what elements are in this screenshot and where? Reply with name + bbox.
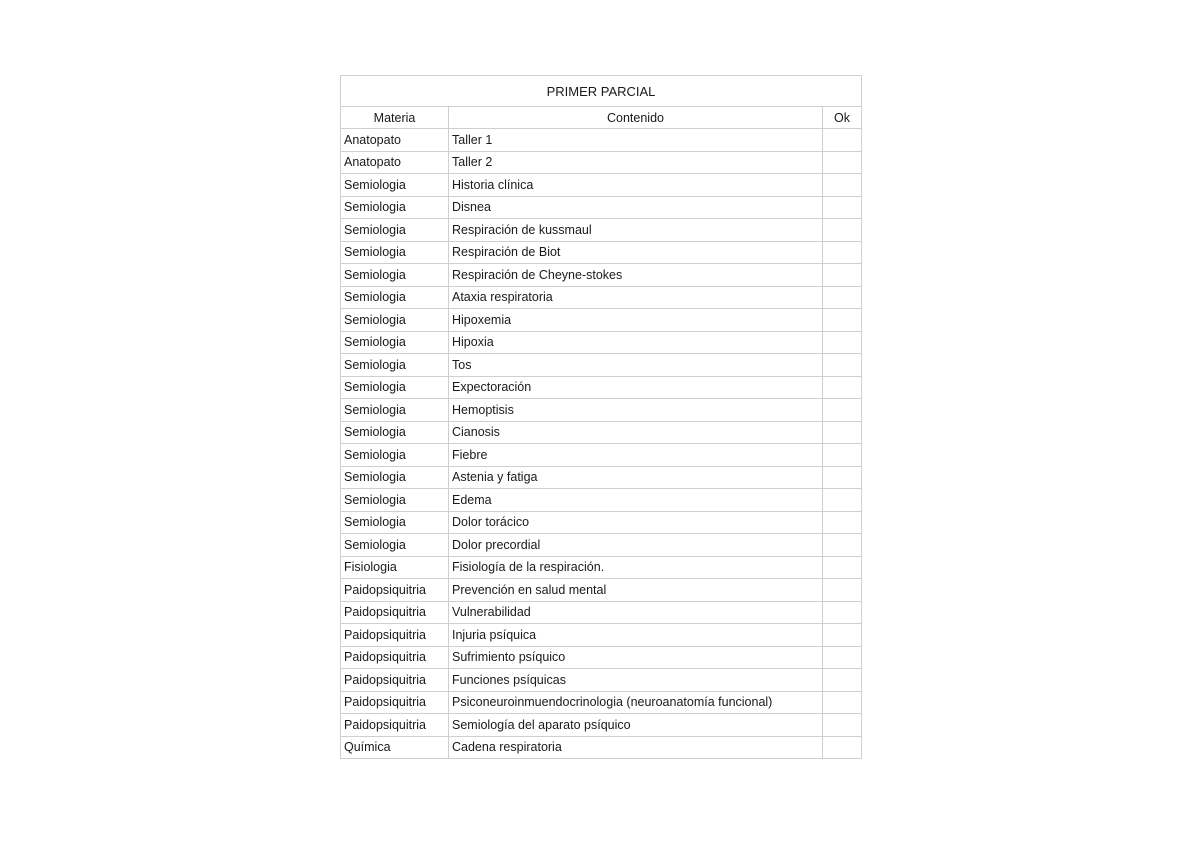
cell-ok[interactable]: [823, 309, 862, 332]
table-row: [341, 241, 862, 264]
spreadsheet-page: [340, 75, 861, 759]
table-row: [341, 264, 862, 287]
cell-ok[interactable]: [823, 556, 862, 579]
cell-ok[interactable]: [823, 421, 862, 444]
column-header-materia: Materia: [341, 107, 449, 129]
cell-ok[interactable]: [823, 624, 862, 647]
cell-ok[interactable]: [823, 174, 862, 197]
column-header-ok: Ok: [823, 107, 862, 129]
table-row: [341, 579, 862, 602]
cell-contenido: Vulnerabilidad: [449, 601, 823, 624]
cell-materia: Semiologia: [341, 354, 449, 377]
cell-contenido: Hipoxia: [449, 331, 823, 354]
cell-ok[interactable]: [823, 601, 862, 624]
table-row: [341, 376, 862, 399]
cell-ok[interactable]: [823, 511, 862, 534]
table-row: [341, 444, 862, 467]
cell-materia: Semiologia: [341, 511, 449, 534]
table-row: [341, 466, 862, 489]
cell-materia: Semiologia: [341, 534, 449, 557]
cell-materia: Paidopsiquitria: [341, 601, 449, 624]
table-row: [341, 309, 862, 332]
cell-contenido: Astenia y fatiga: [449, 466, 823, 489]
cell-materia: Semiologia: [341, 196, 449, 219]
cell-contenido: Sufrimiento psíquico: [449, 646, 823, 669]
cell-contenido: Cianosis: [449, 421, 823, 444]
table-row: [341, 219, 862, 242]
table-row: [341, 399, 862, 422]
table-row: [341, 511, 862, 534]
cell-ok[interactable]: [823, 466, 862, 489]
header-row: [341, 107, 862, 129]
cell-materia: Anatopato: [341, 129, 449, 152]
cell-ok[interactable]: [823, 579, 862, 602]
table-row: [341, 669, 862, 692]
cell-contenido: Fisiología de la respiración.: [449, 556, 823, 579]
cell-materia: Semiologia: [341, 489, 449, 512]
cell-ok[interactable]: [823, 691, 862, 714]
table-row: [341, 736, 862, 759]
cell-contenido: Dolor precordial: [449, 534, 823, 557]
cell-contenido: Hipoxemia: [449, 309, 823, 332]
cell-ok[interactable]: [823, 399, 862, 422]
table-row: [341, 624, 862, 647]
table-row: [341, 646, 862, 669]
cell-contenido: Taller 1: [449, 129, 823, 152]
cell-contenido: Taller 2: [449, 151, 823, 174]
table-row: [341, 129, 862, 152]
cell-ok[interactable]: [823, 646, 862, 669]
cell-contenido: Ataxia respiratoria: [449, 286, 823, 309]
cell-contenido: Historia clínica: [449, 174, 823, 197]
cell-materia: Semiologia: [341, 331, 449, 354]
cell-ok[interactable]: [823, 196, 862, 219]
cell-materia: Semiologia: [341, 219, 449, 242]
cell-materia: Semiologia: [341, 466, 449, 489]
cell-contenido: Cadena respiratoria: [449, 736, 823, 759]
cell-contenido: Dolor torácico: [449, 511, 823, 534]
cell-ok[interactable]: [823, 714, 862, 737]
cell-ok[interactable]: [823, 331, 862, 354]
table-body: [341, 129, 862, 759]
table-row: [341, 556, 862, 579]
table-row: [341, 174, 862, 197]
cell-contenido: Respiración de kussmaul: [449, 219, 823, 242]
table-title: PRIMER PARCIAL: [341, 76, 862, 107]
cell-contenido: Fiebre: [449, 444, 823, 467]
cell-ok[interactable]: [823, 264, 862, 287]
cell-ok[interactable]: [823, 219, 862, 242]
cell-ok[interactable]: [823, 376, 862, 399]
cell-contenido: Expectoración: [449, 376, 823, 399]
cell-materia: Paidopsiquitria: [341, 579, 449, 602]
cell-materia: Semiologia: [341, 309, 449, 332]
table-row: [341, 331, 862, 354]
table-row: [341, 691, 862, 714]
cell-ok[interactable]: [823, 444, 862, 467]
cell-ok[interactable]: [823, 354, 862, 377]
title-row: [341, 76, 862, 107]
cell-materia: Semiologia: [341, 421, 449, 444]
cell-materia: Semiologia: [341, 264, 449, 287]
cell-materia: Semiologia: [341, 286, 449, 309]
cell-ok[interactable]: [823, 669, 862, 692]
cell-materia: Química: [341, 736, 449, 759]
cell-materia: Semiologia: [341, 241, 449, 264]
cell-materia: Semiologia: [341, 444, 449, 467]
cell-materia: Semiologia: [341, 399, 449, 422]
cell-ok[interactable]: [823, 241, 862, 264]
table-row: [341, 534, 862, 557]
table-row: [341, 286, 862, 309]
table-row: [341, 489, 862, 512]
cell-materia: Paidopsiquitria: [341, 624, 449, 647]
table-row: [341, 421, 862, 444]
cell-ok[interactable]: [823, 736, 862, 759]
cell-materia: Semiologia: [341, 174, 449, 197]
cell-ok[interactable]: [823, 286, 862, 309]
cell-materia: Semiologia: [341, 376, 449, 399]
table-row: [341, 354, 862, 377]
column-header-contenido: Contenido: [449, 107, 823, 129]
table-row: [341, 196, 862, 219]
cell-contenido: Tos: [449, 354, 823, 377]
cell-ok[interactable]: [823, 534, 862, 557]
cell-contenido: Prevención en salud mental: [449, 579, 823, 602]
cell-contenido: Respiración de Biot: [449, 241, 823, 264]
cell-contenido: Funciones psíquicas: [449, 669, 823, 692]
cell-contenido: Disnea: [449, 196, 823, 219]
cell-materia: Fisiologia: [341, 556, 449, 579]
cell-ok[interactable]: [823, 129, 862, 152]
cell-contenido: Respiración de Cheyne-stokes: [449, 264, 823, 287]
cell-materia: Paidopsiquitria: [341, 691, 449, 714]
cell-contenido: Edema: [449, 489, 823, 512]
cell-contenido: Psiconeuroinmuendocrinologia (neuroanatomía funcional): [449, 691, 823, 714]
table-row: [341, 714, 862, 737]
cell-contenido: Semiología del aparato psíquico: [449, 714, 823, 737]
table-row: [341, 601, 862, 624]
cell-materia: Paidopsiquitria: [341, 669, 449, 692]
cell-materia: Paidopsiquitria: [341, 714, 449, 737]
table-row: [341, 151, 862, 174]
cell-materia: Anatopato: [341, 151, 449, 174]
cell-contenido: Hemoptisis: [449, 399, 823, 422]
cell-contenido: Injuria psíquica: [449, 624, 823, 647]
cell-ok[interactable]: [823, 151, 862, 174]
cell-ok[interactable]: [823, 489, 862, 512]
study-table: [340, 75, 862, 759]
cell-materia: Paidopsiquitria: [341, 646, 449, 669]
